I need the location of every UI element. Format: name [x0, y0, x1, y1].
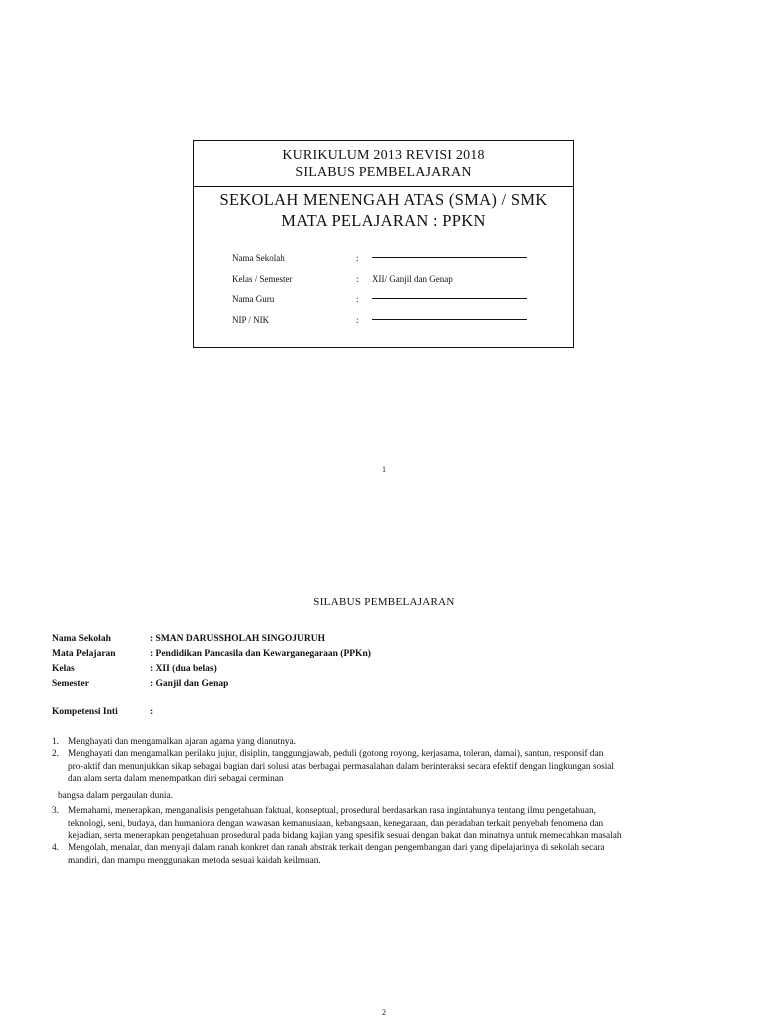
- ki-separator: :: [150, 707, 154, 717]
- item-number: 3.: [52, 806, 59, 817]
- info-value: : Pendidikan Pancasila dan Kewarganegaraan (PPKn): [150, 649, 371, 659]
- item-continuation: bangsa dalam pergaulan dunia.: [58, 791, 173, 802]
- cover-field-class: [232, 269, 532, 290]
- blank-line: [372, 310, 527, 320]
- item-text: [68, 736, 717, 748]
- school-type-title: SEKOLAH MENENGAH ATAS (SMA) / SMK: [219, 190, 548, 209]
- item-line: mandiri, dan mampu menggunakan metoda sesuai kaidah keilmuan.: [68, 855, 321, 866]
- item-line: dan alam serta dalam menempatkan diri sebagai cerminan: [68, 773, 284, 784]
- field-blank: [372, 289, 532, 310]
- blank-line: [372, 248, 527, 258]
- cover-header: [194, 141, 573, 187]
- competence-list: [52, 736, 717, 867]
- syllabus-info: [52, 632, 480, 692]
- item-line: kejadian, serta menerapkan pengetahuan prosedural pada bidang kajian yang spesifik sesuai dengan bakat dan minatnya untuk memecahkan masalah: [68, 831, 622, 842]
- info-value: : Ganjil dan Genap: [150, 679, 229, 689]
- cover-box: [193, 140, 574, 348]
- info-value: : SMAN DARUSSHOLAH SINGOJURUH: [150, 634, 325, 644]
- item-text: [68, 842, 717, 867]
- info-label: Kelas: [52, 664, 75, 674]
- info-row-school: [52, 632, 480, 647]
- ki-label: Kompetensi Inti: [52, 707, 118, 717]
- field-separator: :: [356, 294, 359, 304]
- list-item: [52, 805, 717, 842]
- item-line: Menghayati dan mengamalkan ajaran agama yang dianutnya.: [68, 737, 296, 747]
- core-competence-heading: [52, 707, 153, 717]
- item-line: Menghayati dan mengamalkan perilaku jujur, disiplin, tanggungjawab, peduli (gotong royong, kerjasama, toleran, damai), santun, responsif dan: [68, 749, 604, 760]
- info-label: Mata Pelajaran: [52, 649, 116, 659]
- field-separator: :: [356, 253, 359, 263]
- field-blank: [372, 248, 532, 269]
- field-label: Nama Guru: [232, 294, 275, 304]
- item-line: Mengolah, menalar, dan menyaji dalam ranah konkret dan ranah abstrak terkait dengan pengembangan dari yang dipelajarinya di sekolah secara: [68, 843, 605, 854]
- list-item: [52, 748, 717, 785]
- subject-title: MATA PELAJARAN : PPKN: [281, 211, 486, 230]
- cover-field-school: [232, 248, 532, 269]
- list-item: [52, 736, 717, 748]
- item-line: Memahami, menerapkan, menganalisis pengetahuan faktual, konseptual, prosedural berdasarkan rasa ingintahunya tentang ilmu pengetahuan,: [68, 806, 596, 817]
- field-blank: [372, 310, 532, 331]
- info-row-semester: [52, 677, 480, 692]
- item-text: [68, 748, 717, 785]
- info-row-subject: [52, 647, 480, 662]
- field-separator: :: [356, 314, 359, 325]
- item-number: 1.: [52, 737, 59, 747]
- page-number: 1: [382, 465, 386, 474]
- cover-field-teacher: [232, 289, 532, 310]
- field-label: NIP / NIK: [232, 314, 270, 325]
- page-title: SILABUS PEMBELAJARAN: [313, 596, 455, 608]
- info-label: Semester: [52, 679, 89, 689]
- item-number: 4.: [52, 843, 59, 854]
- cover-field-nip: [232, 310, 532, 331]
- field-separator: :: [356, 273, 359, 284]
- list-item: [52, 842, 717, 867]
- field-label: Nama Sekolah: [232, 253, 285, 263]
- cover-fields: [232, 248, 532, 330]
- item-text: [68, 805, 717, 842]
- syllabus-title: SILABUS PEMBELAJARAN: [295, 165, 472, 180]
- page-number: 2: [382, 1008, 386, 1017]
- curriculum-title: KURIKULUM 2013 REVISI 2018: [282, 148, 485, 163]
- field-label: Kelas / Semester: [232, 273, 293, 284]
- item-line: teknologi, seni, budaya, dan humaniora dengan wawasan kemanusiaan, kebangsaan, kenegaraan, dan peradaban terkait penyebab fenomena dan: [68, 818, 604, 829]
- blank-line: [372, 289, 527, 299]
- info-row-class: [52, 662, 480, 677]
- field-value: XII/ Ganjil dan Genap: [372, 273, 453, 284]
- item-number: 2.: [52, 749, 59, 760]
- item-line: pro-aktif dan menunjukkan sikap sebagai bagian dari solusi atas berbagai permasalahan dalam berinteraksi secara efektif dengan lingkungan sosial: [68, 761, 614, 772]
- info-label: Nama Sekolah: [52, 634, 111, 644]
- info-value: : XII (dua belas): [150, 664, 217, 674]
